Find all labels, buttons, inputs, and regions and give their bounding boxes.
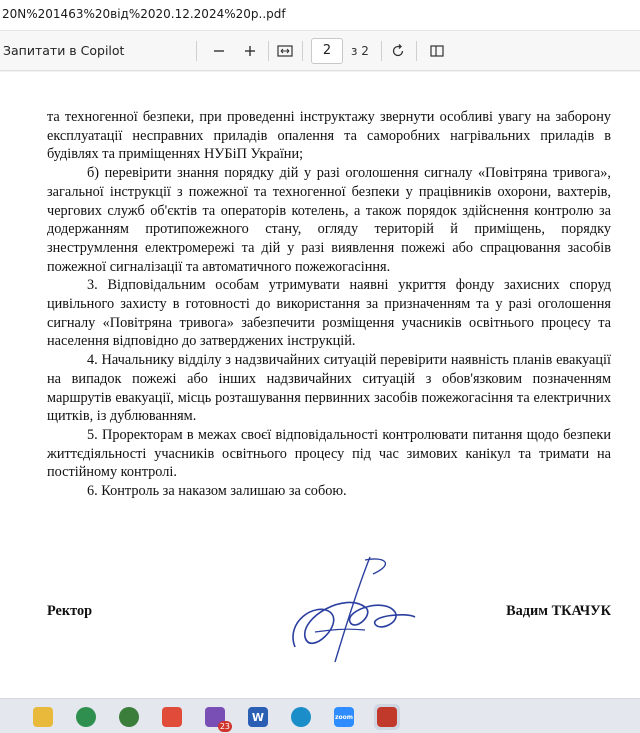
fit-width-icon — [277, 44, 293, 58]
edge-icon[interactable] — [288, 704, 314, 730]
chrome-icon[interactable] — [73, 704, 99, 730]
zoom-in-button[interactable] — [238, 39, 262, 63]
zoom-icon[interactable] — [331, 704, 357, 730]
viber-icon[interactable] — [202, 704, 228, 730]
document-paragraph: та техногенної безпеки, при проведенні інструктажу звернути особливі увагу на заборону експлуатації несправних приладів опалення та саморобних нагрівальних приладів в будівлях та приміщеннях НУБіП України; — [47, 109, 611, 163]
notification-badge: 23 — [219, 722, 230, 731]
chrome-profile-icon[interactable] — [116, 704, 142, 730]
document-paragraph: б) перевірити знання порядку дій у разі оголошення сигналу «Повітряна тривога», загальної інструкції з пожежної та техногенної безпеки у працівників охорони, вахтерів, чергових служб об'єктів та операторів котелень, а також порядок здійснення контролю за додержанням протипожежного стану, огляду територій й приміщень, порядку знеструмлення електромережі та дій у разі виявлення пожежі або спрацювання засобів пожежної сигналізації та автоматичного пожежогасіння. — [47, 165, 611, 275]
edge-glyph — [291, 707, 311, 727]
plus-icon — [243, 44, 257, 58]
app-red-glyph — [162, 707, 182, 727]
document-tab-title[interactable]: 20N%201463%20від%2020.12.2024%20p..pdf — [2, 7, 286, 21]
zoom-out-button[interactable] — [207, 39, 231, 63]
chrome-glyph — [76, 707, 96, 727]
toolbar-separator — [302, 41, 303, 61]
chrome-profile-glyph — [119, 707, 139, 727]
pdf-app-icon[interactable] — [374, 704, 400, 730]
word-glyph: W — [248, 707, 268, 727]
windows-taskbar — [0, 698, 640, 733]
pdf-page[interactable] — [0, 72, 640, 698]
pdf-toolbar — [0, 31, 640, 71]
document-body — [47, 108, 611, 501]
word-icon[interactable] — [245, 704, 271, 730]
file-explorer-icon[interactable] — [30, 704, 56, 730]
title-bar — [0, 0, 640, 31]
signer-name: Вадим ТКАЧУК — [506, 603, 611, 619]
document-paragraph: 4. Начальнику відділу з надзвичайних ситуацій перевірити наявність планів евакуації на випадок пожежі або інших надзвичайних ситуацій з обов'язковим позначенням маршрутів евакуації, місць розташування первинних засобів пожежогасіння та електричних щитків, із дублюванням. — [47, 352, 611, 425]
zoom-glyph: zoom — [334, 707, 354, 727]
fit-to-width-button[interactable] — [273, 39, 297, 63]
document-paragraph: 5. Проректорам в межах своєї відповідальності контролювати питання щодо безпеки життєдіяльності учасників освітнього процесу під час зимових канікул та тримати на постійному контролі. — [47, 426, 611, 481]
page-number-input[interactable]: 2 — [311, 38, 343, 64]
rotate-button[interactable] — [386, 39, 410, 63]
page-view-button[interactable] — [425, 39, 449, 63]
minus-icon — [212, 44, 226, 58]
document-paragraph: 6. Контроль за наказом залишаю за собою. — [87, 483, 347, 500]
document-paragraph: 3. Відповідальним особам утримувати наявні укриття фонду захисних споруд цивільного захисту в готовності до використання за призначенням та у разі оголошення сигналу «Повітряна тривога» забезпечити розміщення учасників освітнього процесу та населення відповідно до затверджених інструкцій. — [47, 277, 611, 350]
page-view-icon — [429, 43, 445, 59]
pdf-app-glyph — [377, 707, 397, 727]
toolbar-separator — [268, 41, 269, 61]
page-total-label: з 2 — [351, 44, 369, 58]
signature-row — [47, 603, 611, 627]
ask-copilot-button[interactable]: Запитати в Copilot — [3, 43, 125, 58]
rotate-icon — [390, 43, 406, 59]
toolbar-separator — [381, 41, 382, 61]
app-red-icon[interactable] — [159, 704, 185, 730]
toolbar-separator — [416, 41, 417, 61]
signer-title: Ректор — [47, 603, 93, 619]
toolbar-separator — [196, 41, 197, 61]
file-explorer-glyph — [33, 707, 53, 727]
